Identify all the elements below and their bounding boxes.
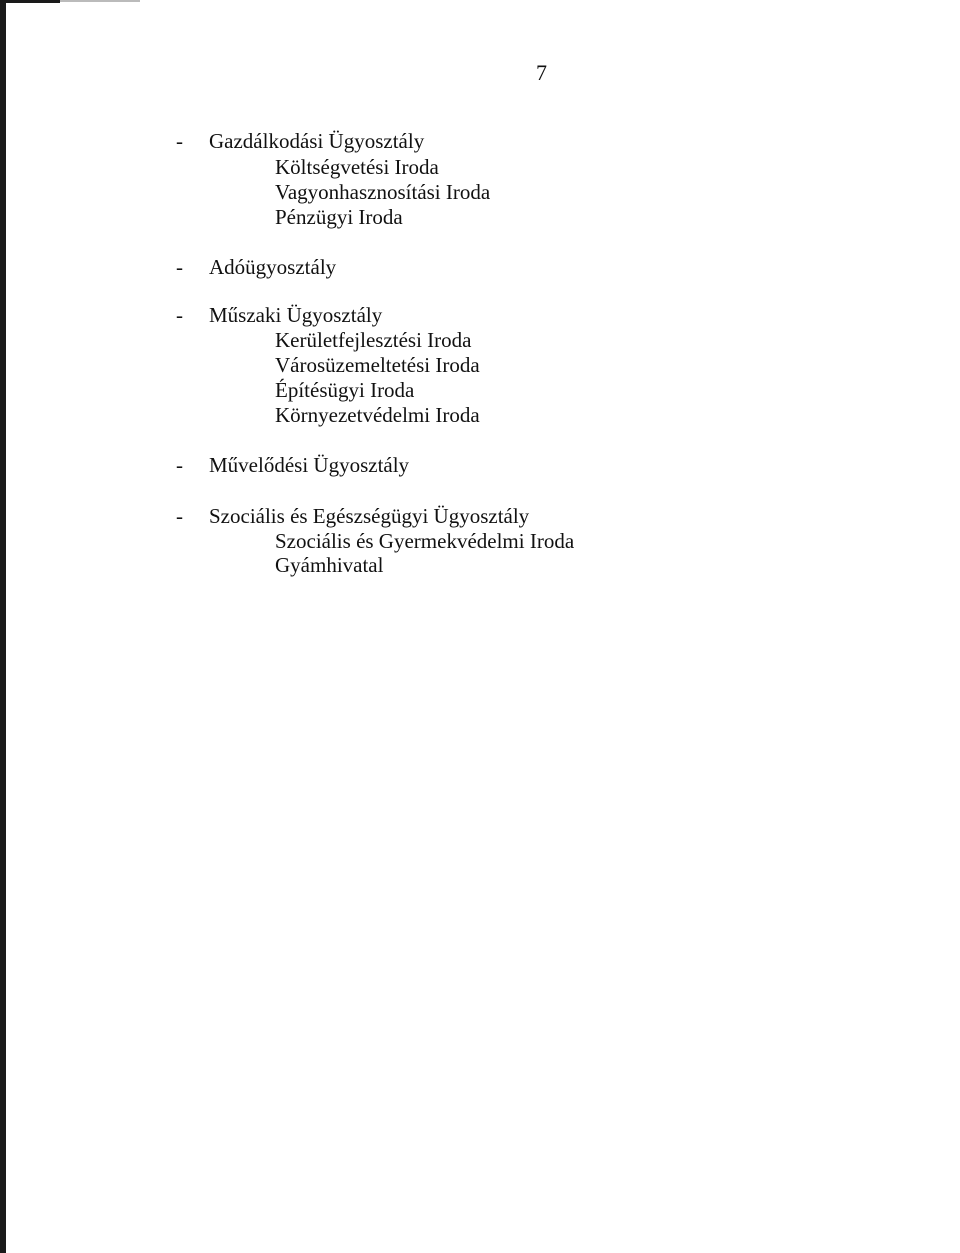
bullet-dash: - [176,255,183,279]
bullet-dash: - [176,129,183,153]
office-name: Pénzügyi Iroda [275,205,403,229]
scan-top-edge [0,0,60,3]
department-name: Művelődési Ügyosztály [209,453,410,477]
office-name: Építésügyi Iroda [275,378,415,402]
office-name: Környezetvédelmi Iroda [275,403,480,427]
scan-top-edge-faint [60,0,140,2]
bullet-dash: - [176,453,183,477]
office-name: Vagyonhasznosítási Iroda [275,180,491,204]
department-name: Adóügyosztály [209,255,337,279]
page-number: 7 [536,60,547,85]
bullet-dash: - [176,303,183,327]
department-name: Műszaki Ügyosztály [209,303,383,327]
office-name: Kerületfejlesztési Iroda [275,328,472,352]
office-name: Szociális és Gyermekvédelmi Iroda [275,529,575,553]
office-name: Költségvetési Iroda [275,155,439,179]
department-name: Gazdálkodási Ügyosztály [209,129,425,153]
scan-left-edge [0,0,6,1253]
office-name: Gyámhivatal [275,553,384,577]
bullet-dash: - [176,504,183,528]
office-name: Városüzemeltetési Iroda [275,353,480,377]
department-name: Szociális és Egészségügyi Ügyosztály [209,504,530,528]
